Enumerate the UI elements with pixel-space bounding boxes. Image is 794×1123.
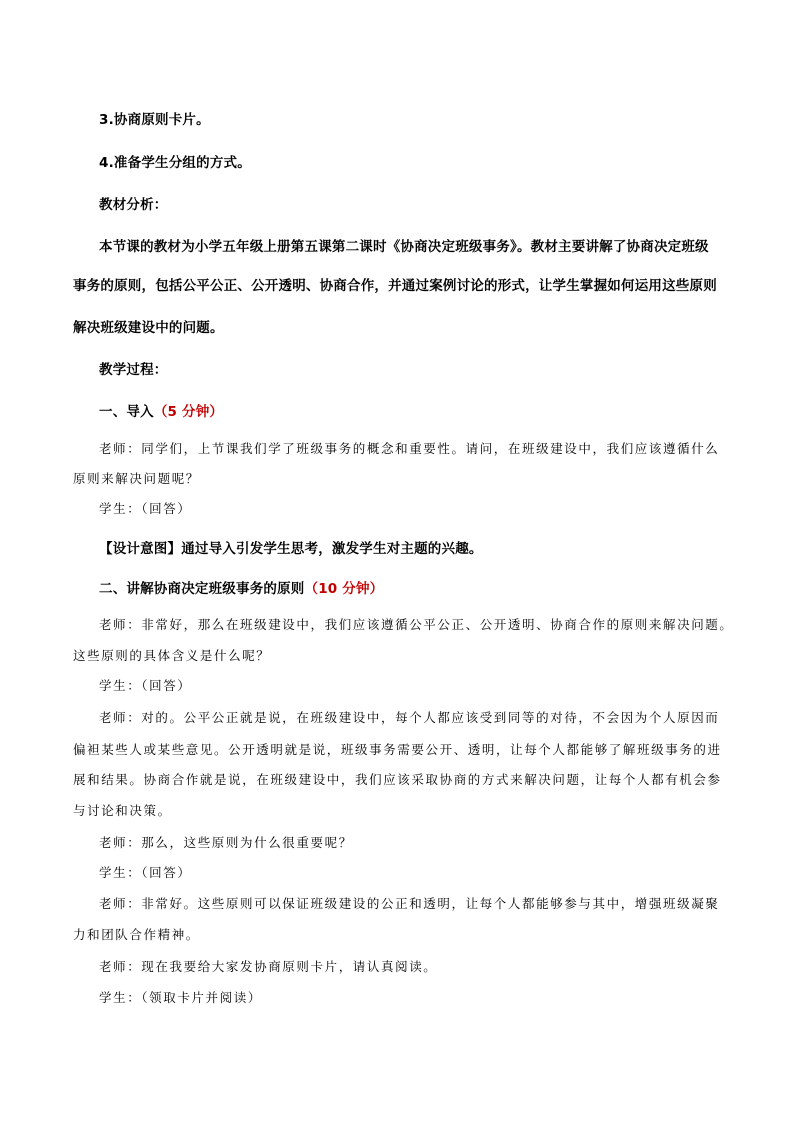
part2-teacher5: 老师：现在我要给大家发协商原则卡片，请认真阅读。 <box>99 959 438 974</box>
part1-teacher-line-2: 原则来解决问题呢？ <box>73 471 200 486</box>
part1-student: 学生：（回答） <box>99 501 192 516</box>
part2-teacher2-line-4: 与讨论和决策。 <box>73 803 172 818</box>
part1-title: 一、导入 <box>99 404 154 420</box>
part2-heading <box>99 577 383 597</box>
part1-teacher-line-1: 老师：同学们，上节课我们学了班级事务的概念和重要性。请问，在班级建设中，我们应该遵循什么 <box>99 441 720 456</box>
part2-teacher3: 老师：那么，这些原则为什么很重要呢？ <box>99 835 353 850</box>
analysis-line-1: 本节课的教材为小学五年级上册第五课第二课时《协商决定班级事务》。教材主要讲解了协商决定班级 <box>99 239 709 255</box>
part2-teacher2-line-3: 展和结果。协商合作就是说，在班级建设中，我们应该采取协商的方式来解决问题，让每个人都有机会参 <box>73 772 722 787</box>
part2-time: （10 分钟） <box>304 581 384 597</box>
analysis-heading: 教材分析： <box>99 197 168 213</box>
analysis-line-3: 解决班级建设中的问题。 <box>73 320 224 336</box>
material-item-4: 4.准备学生分组的方式。 <box>99 155 251 171</box>
process-heading: 教学过程： <box>99 362 168 378</box>
part2-teacher1-line-2: 这些原则的具体含义是什么呢？ <box>73 648 271 663</box>
material-item-3: 3.协商原则卡片。 <box>99 112 210 128</box>
part1-time: （5 分钟） <box>153 404 224 420</box>
part2-student3: 学生：（领取卡片并阅读） <box>99 990 262 1005</box>
analysis-line-2: 事务的原则，包括公平公正、公开透明、协商合作，并通过案例讨论的形式，让学生掌握如何运用这些原则 <box>73 278 717 294</box>
part2-teacher1-line-1: 老师：非常好，那么在班级建设中，我们应该遵循公平公正、公开透明、协商合作的原则来解决问题。 <box>99 617 734 632</box>
part2-teacher2-line-2: 偏袒某些人或某些意见。公开透明就是说，班级事务需要公开、透明，让每个人都能够了解班级事务的进 <box>73 742 722 757</box>
part2-teacher2-line-1: 老师：对的。公平公正就是说，在班级建设中，每个人都应该受到同等的对待，不会因为个人原因而 <box>99 710 720 725</box>
part2-student1: 学生：（回答） <box>99 678 192 693</box>
part1-heading <box>99 400 223 420</box>
part2-title: 二、讲解协商决定班级事务的原则 <box>99 581 305 597</box>
part2-student2: 学生：（回答） <box>99 865 192 880</box>
part2-teacher4-line-2: 力和团队合作精神。 <box>73 927 200 942</box>
part2-teacher4-line-1: 老师：非常好。这些原则可以保证班级建设的公正和透明，让每个人都能够参与其中，增强班级凝聚 <box>99 896 720 911</box>
part1-design-intent: 【设计意图】通过导入引发学生思考，激发学生对主题的兴趣。 <box>99 541 483 557</box>
